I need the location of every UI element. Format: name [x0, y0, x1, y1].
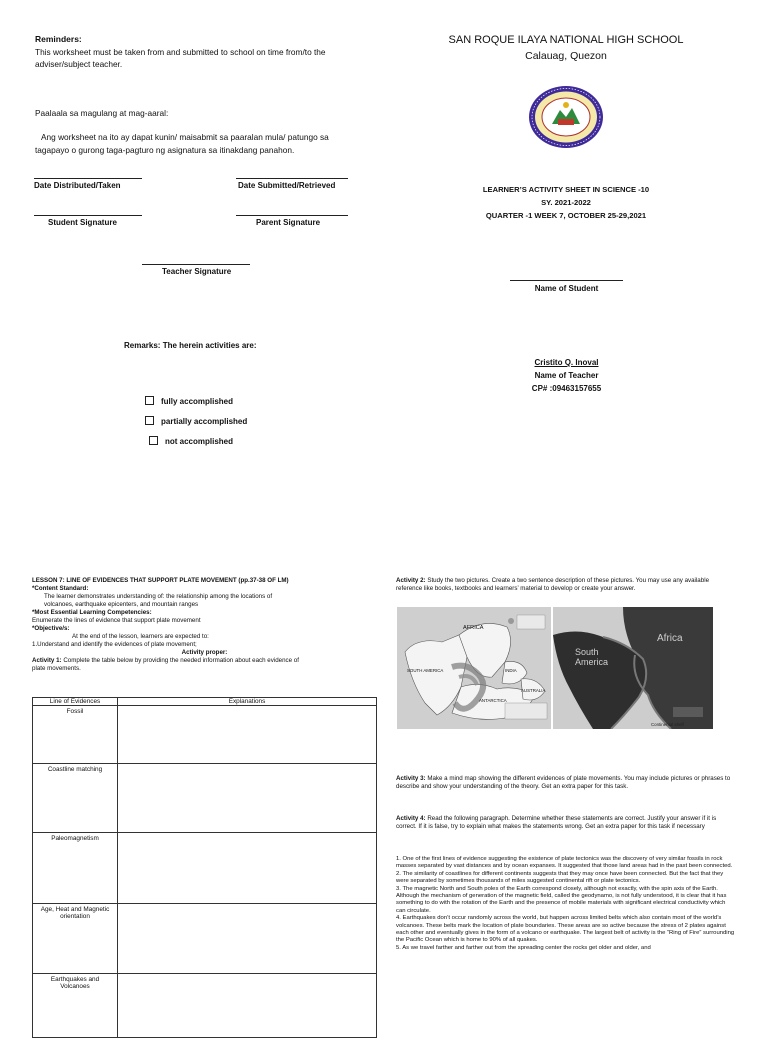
reminders-title: Reminders: [35, 34, 82, 44]
map-label-africa-right: Africa [657, 633, 683, 644]
table-header-explanations: Explanations [118, 698, 377, 706]
name-of-student-label: Name of Student [534, 284, 599, 293]
activity1-text: Complete the table below by providing the needed information about each evidence of [63, 657, 299, 664]
map-label-india: INDIA [505, 668, 517, 673]
reminders-line-1: This worksheet must be taken from and submitted to school on time from/to the [35, 47, 326, 57]
teacher-cp: CP# :09463157655 [531, 384, 602, 393]
sheet-title-block [410, 183, 722, 222]
evidence-earthquakes-volcanoes: Earthquakes and Volcanoes [33, 974, 118, 1038]
table-header-line-of-evidences: Line of Evidences [33, 698, 118, 706]
checkbox-icon[interactable] [149, 436, 158, 445]
activity4-instructions [396, 815, 736, 831]
table-row [33, 904, 377, 974]
activity4-statements [396, 856, 736, 952]
map-label-continental-shelf: Continental shelf [651, 722, 684, 727]
lesson-block [32, 577, 377, 673]
activity2-label: Activity 2: [396, 577, 426, 584]
school-year: SY. 2021-2022 [541, 198, 591, 207]
explanation-cell[interactable] [118, 764, 377, 833]
evidence-fossil: Fossil [33, 706, 118, 764]
activity4-text: Read the following paragraph. Determine whether these statements are correct. Justify your answer if it is correct. If it is false, try to explain what makes the statements wrong. Get an extra paper for this task if necessary [396, 815, 717, 830]
objectives-line-2: 1.Understand and identify the evidences of plate movement; [32, 641, 197, 648]
explanation-cell[interactable] [118, 904, 377, 974]
teacher-name: Cristito Q. Inoval [534, 358, 599, 367]
statement-1: 1. One of the first lines of evidence suggesting the existence of plate tectonics was the discovery of very similar fossils in rock masses separated by vast distances and by ocean expanses. It suggested that those land areas had in the past been connected. [396, 856, 733, 870]
explanation-cell[interactable] [118, 833, 377, 904]
tagalog-line-1: Ang worksheet na ito ay dapat kunin/ maisabmit sa paaralan mula/ patungo sa [41, 132, 329, 142]
map-label-antarctica: ANTARCTICA [479, 698, 507, 703]
content-standard-line-2: volcanoes, earthquake epicenters, and mountain ranges [44, 601, 199, 608]
school-name: SAN ROQUE ILAYA NATIONAL HIGH SCHOOL [448, 34, 684, 46]
statement-5: 5. As we travel farther and farther out from the spreading center the rocks get older and older, and [396, 944, 651, 951]
teacher-block [500, 356, 633, 395]
name-of-teacher-label: Name of Teacher [534, 371, 599, 380]
table-row [33, 764, 377, 833]
school-seal [527, 84, 605, 150]
sheet-title: LEARNER’S ACTIVITY SHEET IN SCIENCE -10 [482, 185, 650, 194]
student-signature-line[interactable] [34, 215, 142, 216]
activity3-label: Activity 3: [396, 775, 426, 782]
activity3-instructions [396, 775, 736, 791]
activity1-label: Activity 1: [32, 657, 62, 664]
teacher-signature-line[interactable] [142, 264, 250, 265]
table-row [33, 974, 377, 1038]
content-standard-heading: *Content Standard: [32, 585, 89, 592]
map-label-australia: AUSTRALIA [521, 688, 546, 693]
map-label-africa: AFRICA [463, 625, 484, 631]
parent-signature-label: Parent Signature [256, 218, 321, 227]
student-name-line[interactable] [510, 280, 623, 281]
explanation-cell[interactable] [118, 706, 377, 764]
melc-heading: *Most Essential Learning Competencies: [32, 609, 152, 616]
date-submitted-line[interactable] [236, 178, 348, 179]
tagalog-reminder-title: Paalaala sa magulang at mag-aaral: [35, 108, 169, 118]
date-distributed-label: Date Distributed/Taken [34, 181, 121, 190]
quarter-week: QUARTER -1 WEEK 7, OCTOBER 25-29,2021 [485, 211, 647, 220]
parent-signature-line[interactable] [236, 215, 348, 216]
remarks-title: Remarks: The herein activities are: [124, 341, 257, 350]
date-distributed-line[interactable] [34, 178, 142, 179]
activity-proper-heading: Activity proper: [181, 649, 228, 656]
evidence-paleomagnetism: Paleomagnetism [33, 833, 118, 904]
evidence-age-heat-magnetic: Age, Heat and Magnetic orientation [33, 904, 118, 974]
teacher-signature-label: Teacher Signature [162, 267, 232, 276]
explanation-cell[interactable] [118, 974, 377, 1038]
map-label-south-america: SOUTH AMERICA [407, 668, 444, 673]
statement-2: 2. The similarity of coastlines for different continents suggests that they may once have been connected. But the fact that they were separated by sometimes thousands of miles suggested continental rift or plate tectonics. [396, 870, 724, 885]
content-standard-line-1: The learner demonstrates understanding of: the relationship among the locations of [44, 593, 273, 600]
remark-option-partially[interactable]: partially accomplished [145, 416, 247, 426]
statement-3: 3. The magnetic North and South poles of the Earth correspond closely, although not exactly, with the spin axis of the Earth. Although the mechanism of generation of the magnetic field, called the geodynamo, is not fully understood, it is clear that it has something to do with the rotation of the Earth and the presence of mobile materials with significant electrical conductivity which can circulate. [396, 885, 727, 914]
student-signature-label: Student Signature [48, 218, 117, 227]
melc-text: Enumerate the lines of evidence that support plate movement [32, 617, 201, 624]
activity1-text-2: plate movements. [32, 665, 81, 672]
objectives-heading: *Objective/s: [32, 625, 70, 632]
activity2-instructions [396, 577, 736, 593]
remark-option-not[interactable]: not accomplished [149, 436, 233, 446]
activity1-instructions [32, 657, 377, 665]
activity4-label: Activity 4: [396, 815, 426, 822]
map-label-south-america-right: South America [575, 647, 609, 667]
reminders-text [35, 46, 385, 70]
statement-4: 4. Earthquakes don’t occur randomly across the world, but happen across limited belts which also contain most of the world’s volcanoes. These belts mark the location of plate boundaries. These areas are so active because the stress of 2 plates against each other and eventually gives in the form of a volcano or earthquake. The largest belt of activity is the “Ring of Fire” surrounding the Pacific Ocean which is home to 90% of all quakes. [396, 915, 735, 944]
evidence-table [32, 697, 377, 1038]
lesson-title: LESSON 7: LINE OF EVIDENCES THAT SUPPORT PLATE MOVEMENT (pp.37-38 OF LM) [32, 577, 289, 584]
school-seal-icon [527, 84, 605, 150]
activity3-text: Make a mind map showing the different evidences of plate movements. You may include pictures or phrases to describe and show your understanding of the theory. Get an extra paper for this task. [396, 775, 731, 790]
objectives-line-1: At the end of the lesson, learners are expected to: [72, 633, 209, 640]
continent-fit-map-icon [553, 607, 713, 729]
checkbox-icon[interactable] [145, 416, 154, 425]
table-header-row [33, 698, 377, 706]
table-row [33, 833, 377, 904]
date-submitted-label: Date Submitted/Retrieved [238, 181, 336, 190]
school-location: Calauag, Quezon [525, 50, 607, 62]
tagalog-reminder-text [35, 131, 385, 157]
gondwana-map [397, 607, 551, 729]
activity2-text: Study the two pictures. Create a two sentence description of these pictures. You may use any available reference like books, textbooks and learners’ material to develop or create your answer. [396, 577, 710, 592]
remark-option-fully[interactable]: fully accomplished [145, 396, 233, 406]
continent-fit-map [553, 607, 713, 729]
table-row [33, 706, 377, 764]
evidence-coastline-matching: Coastline matching [33, 764, 118, 833]
tagalog-line-2: tagapayo o gurong taga-pagturo ng asignatura sa itinakdang panahon. [35, 145, 295, 155]
checkbox-icon[interactable] [145, 396, 154, 405]
reminders-line-2: adviser/subject teacher. [35, 59, 123, 69]
